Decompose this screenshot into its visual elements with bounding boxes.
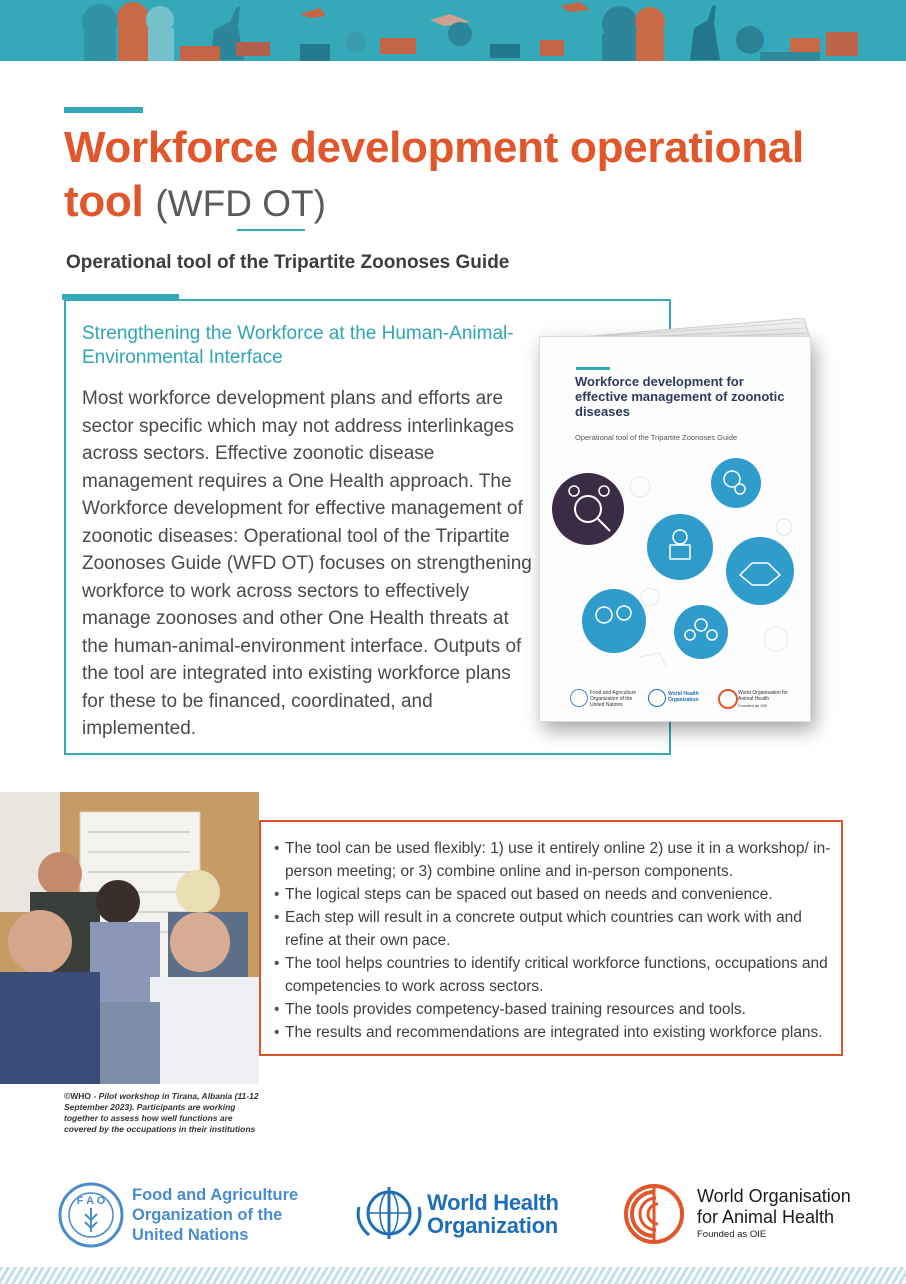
lightbulb-gears-icon (582, 589, 646, 653)
cover-subtitle: Operational tool of the Tripartite Zoonoses Guide (575, 433, 738, 442)
intro-body: Most workforce development plans and efforts are sector specific which may not address interlinkages across sectors. Effective zoonotic disease management requires a One Health approach. The Workforce development for effective management of zoonotic diseases: Operational tool of the Tripartite Zoonoses Guide (WFD OT) focuses on strengthening workforce to work across sectors to effectively manage zoonoses and other One Health threats at the human-animal-environment interface. Outputs of the tool are integrated into existing workforce plans for these to be financed, coordinated, and implemented. (82, 388, 532, 739)
title-accent-rule (64, 107, 143, 113)
features-list (274, 837, 834, 1044)
list-item: • The logical steps can be spaced out based on needs and convenience. (274, 883, 834, 906)
woah-name-line: World Organisation (697, 1186, 851, 1206)
cover-accent-rule (576, 367, 610, 370)
magnifier-people-icon (552, 473, 624, 545)
person-hand-icon (647, 514, 713, 580)
fao-emblem-icon (58, 1182, 124, 1248)
photo-credit: ©WHO - (64, 1091, 99, 1101)
who-icon (648, 689, 666, 707)
abbreviation-underline (237, 229, 305, 231)
fao-logo (58, 1182, 308, 1246)
fao-name-line: Food and Agriculture (132, 1186, 299, 1204)
photo-caption (64, 1091, 264, 1135)
woah-subtitle: Founded as OIE (697, 1229, 767, 1240)
page-subtitle: Operational tool of the Tripartite Zoonoses Guide (66, 252, 510, 273)
svg-text:F A O: F A O (76, 1195, 106, 1207)
workshop-photo-illustration (0, 792, 259, 1084)
page-title-main: Workforce development operational tool (64, 123, 804, 226)
page-title (64, 121, 864, 231)
who-name-line: World Health (427, 1190, 559, 1215)
cover-woah-sub: Founded as OIE (738, 703, 768, 708)
page-title-abbreviation: (WFD OT) (155, 183, 326, 224)
gear-magnifier-icon (711, 458, 761, 508)
woah-name-line: for Animal Health (697, 1207, 835, 1227)
woah-emblem-icon (622, 1183, 686, 1245)
fao-name-line: Organization of the (132, 1206, 283, 1224)
list-item: • The results and recommendations are integrated into existing workforce plans. (274, 1021, 834, 1044)
publication-cover (539, 336, 811, 722)
photo-caption-text: Pilot workshop in Tirana, Albania (11-12 September 2023). Participants are working together to assess how well functions are covered by the occupations in their institutions (64, 1091, 259, 1134)
who-logo (355, 1183, 575, 1243)
cover-title: Workforce development for effective management of zoonotic diseases (575, 374, 785, 419)
intro-heading: Strengthening the Workforce at the Human-Animal-Environmental Interface (82, 323, 514, 368)
cover-fao-text: Food and Agriculture Organization of the United Nations (590, 690, 637, 708)
woah-name (697, 1186, 851, 1228)
who-name (427, 1191, 559, 1237)
people-animals-silhouettes (0, 0, 906, 61)
list-item: • The tool can be used flexibly: 1) use it entirely online 2) use it in a workshop/ in-person meeting; or 3) combine online and in-person components. (274, 837, 834, 883)
list-item: • The tool helps countries to identify critical workforce functions, occupations and competencies to work across sectors. (274, 952, 834, 998)
list-item: • Each step will result in a concrete output which countries can work with and refine at their own pace. (274, 906, 834, 952)
handshake-icon (726, 537, 794, 605)
cover-who-text: World Health Organization (668, 691, 699, 703)
header-banner-illustration (0, 0, 906, 61)
woah-logo (622, 1183, 882, 1245)
fao-icon (570, 689, 588, 707)
group-icon (674, 605, 728, 659)
cover-woah-text: World Organisation for Animal Health (738, 690, 788, 702)
fao-name (132, 1185, 298, 1245)
cover-icon-circles (540, 457, 810, 687)
workshop-photo (0, 792, 259, 1084)
who-emblem-icon (355, 1183, 423, 1243)
woah-icon (718, 689, 738, 709)
who-name-line: Organization (427, 1213, 558, 1238)
footer-stripe (0, 1267, 906, 1284)
cover-logos (570, 689, 800, 711)
fao-name-line: United Nations (132, 1226, 249, 1244)
list-item: • The tools provides competency-based training resources and tools. (274, 998, 834, 1021)
